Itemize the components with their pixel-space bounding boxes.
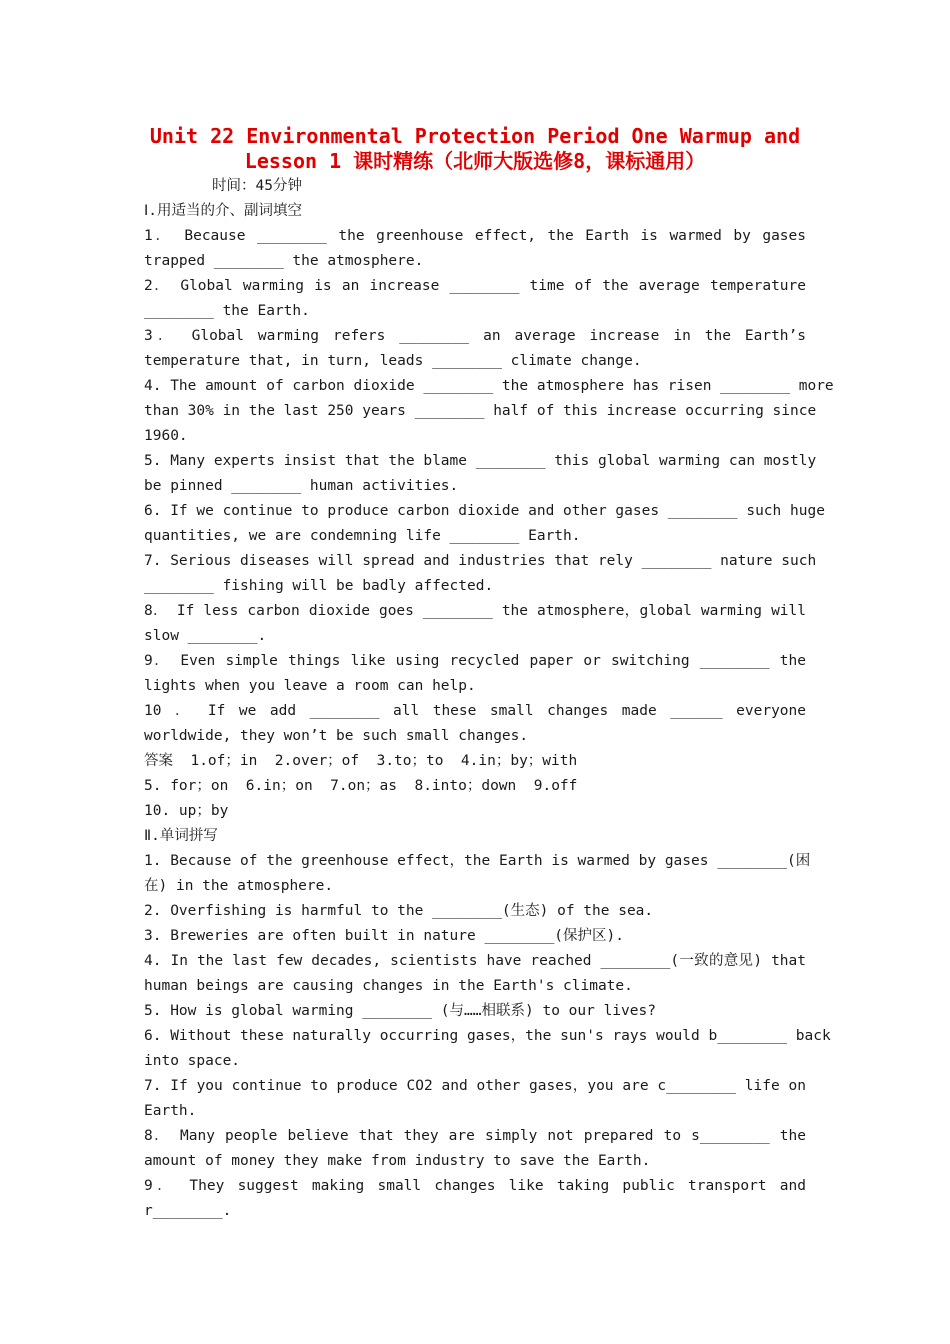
text-line: 8． Many people believe that they are simply not prepared to s________ the bbox=[144, 1128, 806, 1144]
text-line: temperature that, in turn, leads ________ climate change. bbox=[144, 353, 642, 369]
text-line: Earth. bbox=[144, 1103, 197, 1119]
text-line: amount of money they make from industry to save the Earth. bbox=[144, 1153, 651, 1169]
text-line: slow ________. bbox=[144, 628, 267, 644]
text-line: 4. The amount of carbon dioxide ________ the atmosphere has risen ________ more bbox=[144, 378, 834, 394]
text-line: 8． If less carbon dioxide goes ________ the atmosphere，global warming will bbox=[144, 603, 806, 619]
text-line: 在) in the atmosphere. bbox=[144, 878, 334, 894]
text-line: trapped ________ the atmosphere. bbox=[144, 253, 424, 269]
text-line: 10. up；by bbox=[144, 803, 229, 819]
text-line: 1. Because of the greenhouse effect，the Earth is warmed by gases ________(困 bbox=[144, 853, 811, 869]
text-line: lights when you leave a room can help. bbox=[144, 678, 476, 694]
text-line: 6. Without these naturally occurring gases，the sun's rays would b________ back bbox=[144, 1028, 831, 1044]
text-line: 1． Because ________ the greenhouse effect, the Earth is warmed by gases bbox=[144, 228, 806, 244]
text-line: 9． Even simple things like using recycled paper or switching ________ the bbox=[144, 653, 806, 669]
title-line-2: Lesson 1 课时精练（北师大版选修8，课标通用） bbox=[244, 149, 706, 173]
text-line: 7. Serious diseases will spread and industries that rely ________ nature such bbox=[144, 553, 817, 569]
text-line: 5. How is global warming ________ (与……相联系) to our lives? bbox=[144, 1003, 656, 1019]
text-line: 10 ． If we add ________ all these small changes made ______ everyone bbox=[144, 703, 806, 719]
text-line: human beings are causing changes in the Earth's climate. bbox=[144, 978, 633, 994]
text-line: 3. Breweries are often built in nature ________(保护区). bbox=[144, 928, 624, 944]
document-page bbox=[144, 124, 834, 1224]
text-line: 2． Global warming is an increase ________ time of the average temperature bbox=[144, 278, 806, 294]
text-line: 1960. bbox=[144, 428, 188, 444]
text-line: 答案 1.of；in 2.over；of 3.to；to 4.in；by；with bbox=[144, 753, 578, 769]
text-line: into space. bbox=[144, 1053, 241, 1069]
document-title bbox=[104, 124, 846, 174]
text-line: 5. for；on 6.in；on 7.on；as 8.into；down 9.off bbox=[144, 778, 578, 794]
text-line: 9． They suggest making small changes like taking public transport and bbox=[144, 1178, 806, 1194]
text-line: quantities, we are condemning life ________ Earth. bbox=[144, 528, 581, 544]
text-line: ________ the Earth. bbox=[144, 303, 310, 319]
section-2-questions bbox=[144, 849, 831, 1224]
time-limit: 时间：45分钟 bbox=[212, 178, 302, 194]
text-line: 5. Many experts insist that the blame ________ this global warming can mostly bbox=[144, 453, 817, 469]
text-line: 4. In the last few decades, scientists have reached ________(一致的意见) that bbox=[144, 953, 806, 969]
text-line: be pinned ________ human activities. bbox=[144, 478, 459, 494]
title-line-1: Unit 22 Environmental Protection Period One Warmup and bbox=[149, 124, 801, 148]
text-line: r________. bbox=[144, 1203, 232, 1219]
text-line: worldwide, they won’t be such small changes. bbox=[144, 728, 529, 744]
section-2-heading: Ⅱ.单词拼写 bbox=[144, 828, 218, 844]
text-line: 3． Global warming refers ________ an average increase in the Earth’s bbox=[144, 328, 806, 344]
text-line: 7. If you continue to produce CO2 and other gases，you are c________ life on bbox=[144, 1078, 806, 1094]
text-line: than 30% in the last 250 years ________ half of this increase occurring since bbox=[144, 403, 817, 419]
section-1-heading: Ⅰ.用适当的介、副词填空 bbox=[144, 203, 303, 219]
text-line: 2. Overfishing is harmful to the ________(生态) of the sea. bbox=[144, 903, 654, 919]
section-1-answers bbox=[144, 749, 806, 824]
section-1-questions bbox=[144, 224, 834, 749]
text-line: ________ fishing will be badly affected. bbox=[144, 578, 494, 594]
text-line: 6. If we continue to produce carbon dioxide and other gases ________ such huge bbox=[144, 503, 825, 519]
